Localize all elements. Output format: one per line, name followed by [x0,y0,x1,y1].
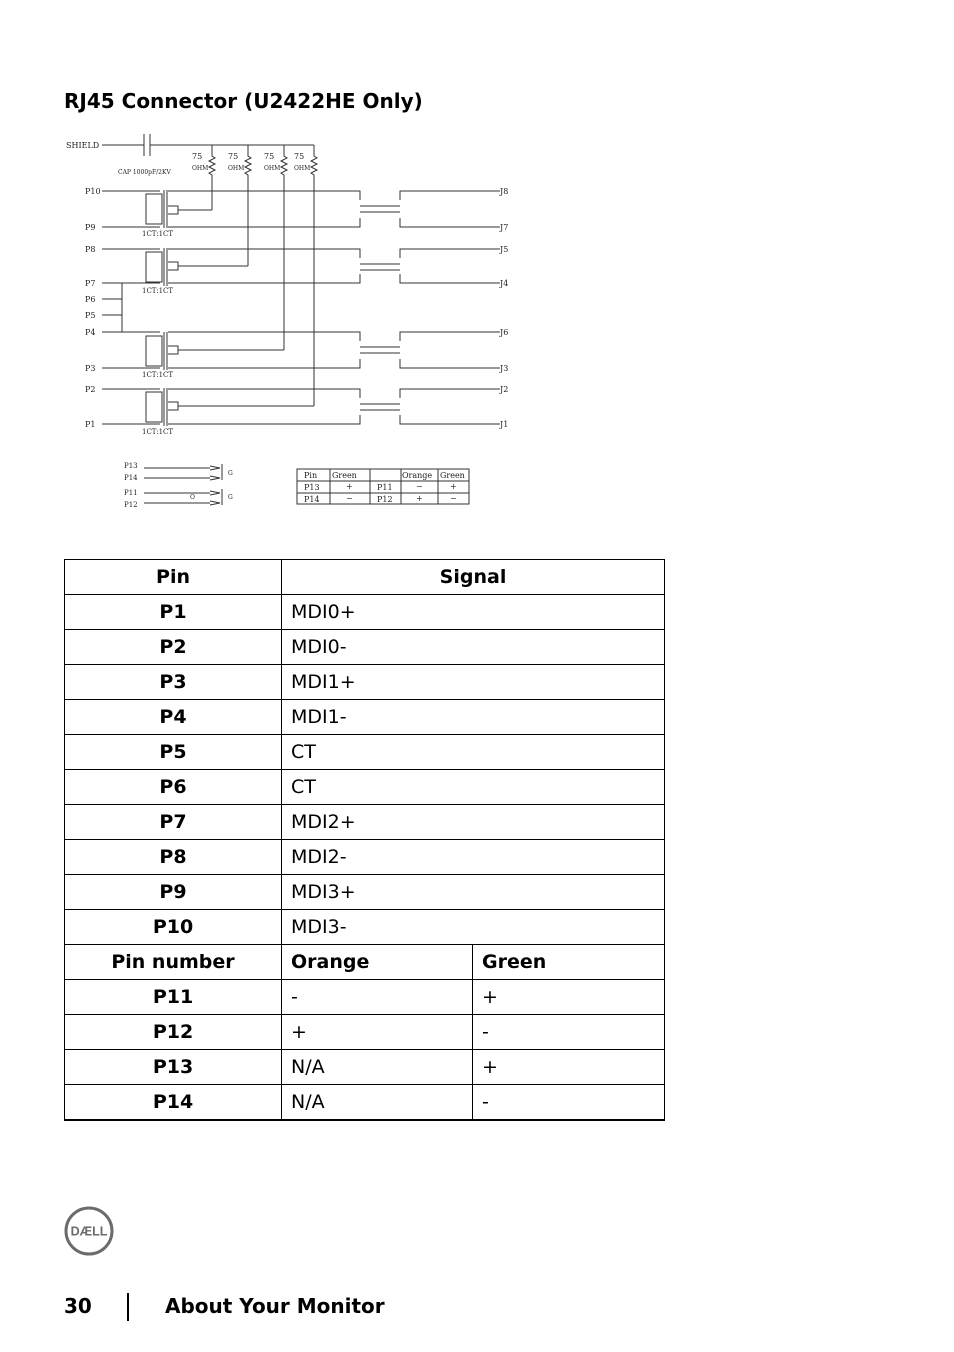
table-row [65,840,665,875]
pin-label: J7 [500,223,509,232]
pin-cell: P4 [65,700,282,735]
pin-label: J6 [500,328,509,337]
signal-cell: MDI3- [282,910,665,945]
footer-divider [127,1293,129,1321]
header-green: Green [473,945,665,980]
table-row [65,665,665,700]
table-row [65,630,665,665]
shield-label: SHIELD [66,141,100,150]
rj45-schematic [60,128,530,518]
table-row [65,700,665,735]
pin-label: J8 [500,187,509,196]
pin-cell: P13 [65,1050,282,1085]
resistor-group [192,145,317,188]
cap-label: CAP 1000pF/2KV [118,169,171,176]
pin-cell: P9 [65,875,282,910]
pin-label: J2 [500,385,509,394]
page-number: 30 [64,1294,92,1318]
led-pin-label: P12 [124,501,138,509]
pin-label: P1 [85,420,96,429]
pin-cell: P2 [65,630,282,665]
header-pin-number: Pin number [65,945,282,980]
signal-cell: MDI1+ [282,665,665,700]
mini-table-cell: − [416,482,423,491]
orange-cell: N/A [282,1050,473,1085]
pin-cell: P8 [65,840,282,875]
signal-cell: MDI0+ [282,595,665,630]
pin-cell: P14 [65,1085,282,1120]
mini-table-cell: P13 [304,483,320,492]
pin-cell: P11 [65,980,282,1015]
table-row [65,595,665,630]
pin-cell: P6 [65,770,282,805]
orange-cell: N/A [282,1085,473,1120]
resistor-value: 75 [264,152,275,161]
pin-label: J5 [500,245,509,254]
orange-cell: + [282,1015,473,1050]
ct-ratio-label: 1CT:1CT [142,287,174,295]
resistor-value: 75 [192,152,203,161]
table-row [65,1015,665,1050]
ct-ratio-label: 1CT:1CT [142,428,174,436]
table-row [65,980,665,1015]
pin-label: P7 [85,279,96,288]
mini-table-cell: − [346,494,353,503]
mini-table-cell: Pin [304,471,318,480]
ohm-label: OHM [228,165,245,172]
header-signal: Signal [282,560,665,595]
dell-logo-text: DÆLL [70,1224,108,1239]
pin-label: P4 [85,328,96,337]
pin-cell: P1 [65,595,282,630]
ohm-label: OHM [294,165,311,172]
led-section [124,462,233,509]
left-pin-labels [85,187,101,429]
header-pin: Pin [65,560,282,595]
right-pin-labels [499,187,508,429]
led-color-label: G [228,494,233,501]
resistor-value: 75 [294,152,305,161]
mini-table-cell: + [416,494,423,503]
ct-ratio-label: 1CT:1CT [142,371,174,379]
signal-cell: MDI1- [282,700,665,735]
signal-cell: MDI2- [282,840,665,875]
table-subheader-row [65,945,665,980]
table-row [65,910,665,945]
pin-label: P2 [85,385,96,394]
signal-cell: MDI3+ [282,875,665,910]
table-row [65,735,665,770]
ohm-label: OHM [192,165,209,172]
pin-label: P3 [85,364,96,373]
mini-table-cell: Orange [402,471,433,480]
footer-section-title: About Your Monitor [165,1294,385,1318]
signal-cell: CT [282,770,665,805]
pin-cell: P5 [65,735,282,770]
pin-cell: P10 [65,910,282,945]
signal-cell: MDI0- [282,630,665,665]
ohm-label: OHM [264,165,281,172]
pin-label: P5 [85,311,96,320]
pin-label: P10 [85,187,101,196]
pin-cell: P3 [65,665,282,700]
table-row [65,1050,665,1085]
ct-ratio-label: 1CT:1CT [142,230,174,238]
green-cell: + [473,980,665,1015]
green-cell: - [473,1085,665,1120]
table-row [65,1085,665,1120]
orange-cell: - [282,980,473,1015]
left-pin-wires [102,191,160,424]
pin-assignment-table [64,559,665,1121]
pin-label: P6 [85,295,96,304]
pin-cell: P12 [65,1015,282,1050]
signal-cell: CT [282,735,665,770]
signal-cell: MDI2+ [282,805,665,840]
led-mini-table [297,469,469,504]
table-row [65,805,665,840]
led-color-label: O [190,494,195,501]
mini-table-cell: P11 [377,483,393,492]
pin-label: J4 [500,279,509,288]
table-row [65,875,665,910]
table-header-row [65,560,665,595]
pin-label: J3 [500,364,509,373]
mini-table-cell: + [450,482,457,491]
output-wires [168,191,500,424]
green-cell: - [473,1015,665,1050]
mini-table-cell: P14 [304,495,320,504]
dell-logo [64,1206,114,1256]
pin-label: P9 [85,223,96,232]
pin-cell: P7 [65,805,282,840]
pin-label: P8 [85,245,96,254]
led-pin-label: P11 [124,489,138,497]
led-color-label: G [228,470,233,477]
mini-table-cell: + [346,482,353,491]
resistor-value: 75 [228,152,239,161]
led-pin-label: P14 [124,474,138,482]
pin-label: J1 [500,420,509,429]
mini-table-cell: − [450,494,457,503]
led-pin-label: P13 [124,462,138,470]
mini-table-cell: Green [332,471,357,480]
header-orange: Orange [282,945,473,980]
green-cell: + [473,1050,665,1085]
mini-table-cell: P12 [377,495,393,504]
mini-table-cell: Green [440,471,465,480]
table-row [65,770,665,805]
page-title: RJ45 Connector (U2422HE Only) [64,89,423,113]
